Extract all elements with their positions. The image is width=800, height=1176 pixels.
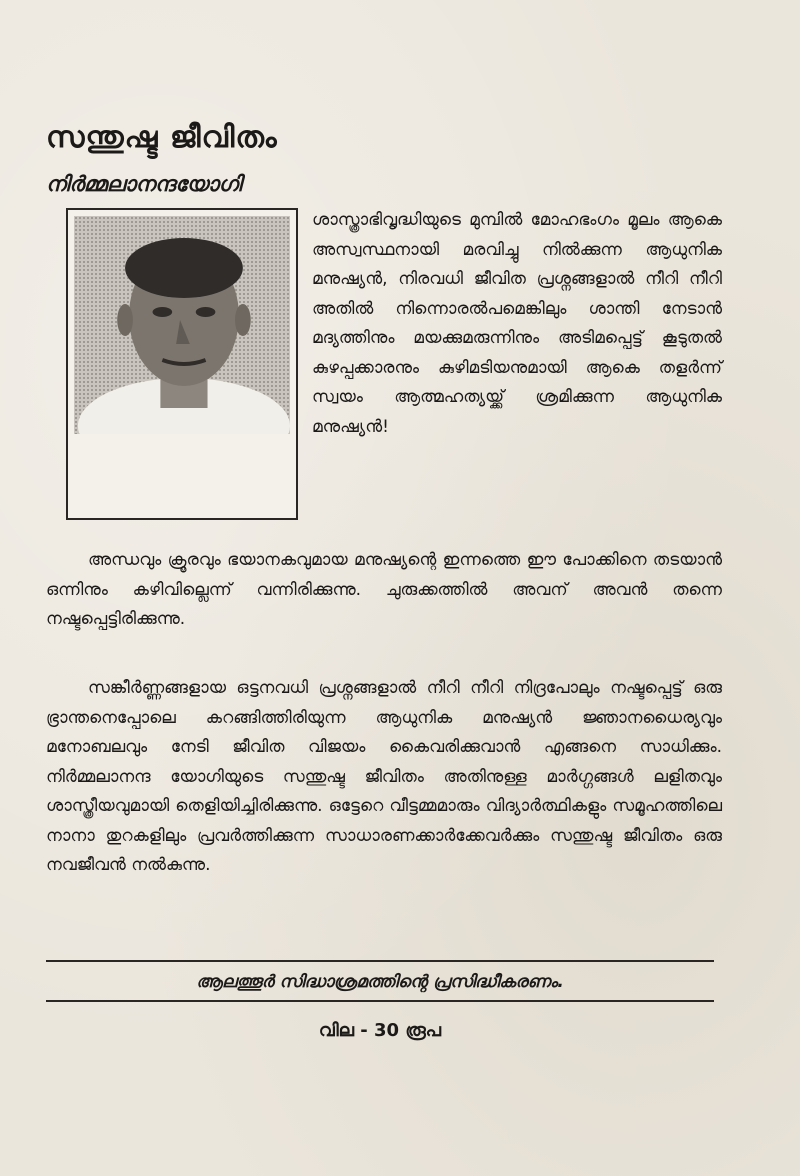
author-photo-frame bbox=[66, 208, 298, 520]
author-portrait-photo-icon bbox=[74, 216, 290, 434]
price-label: വില - 30 രൂപ bbox=[318, 1020, 442, 1041]
divider-top bbox=[46, 960, 714, 962]
author-name: നിർമ്മലാനന്ദയോഗി bbox=[46, 172, 242, 196]
divider-bottom bbox=[46, 1000, 714, 1002]
portrait-silhouette-icon bbox=[74, 216, 290, 434]
body-paragraph-2: സങ്കീർണ്ണങ്ങളായ ഒട്ടനവധി പ്രശ്നങ്ങളാൽ നീറി നീറി നിദ്രപോലും നഷ്ടപ്പെട്ട് ഒരു ഭ്രാന്തനെപ്പോലെ കറങ്ങിത്തിരിയുന്ന ആധുനിക മനുഷ്യൻ ജ്ഞാനധൈര്യവും മനോബലവും നേടി ജീവിത വിജയം കൈവരിക്കുവാൻ എങ്ങനെ സാധിക്കും. നിർമ്മലാനന്ദ യോഗിയുടെ സന്തുഷ്ട ജീവിതം അതിനുള്ള മാർഗ്ഗങ്ങൾ ലളിതവും ശാസ്ത്രീയവുമായി തെളിയിച്ചിരിക്കുന്നു. ഒട്ടേറെ വീട്ടമ്മമാരും വിദ്യാർത്ഥികളും സമൂഹത്തിലെ നാനാ തുറകളിലും പ്രവർത്തിക്കുന്ന സാധാരണക്കാർക്കേവർക്കും സന്തുഷ്ട ജീവിതം ഒരു നവജീവൻ നൽകുന്നു. bbox=[46, 678, 722, 875]
publisher-line: ആലത്തൂർ സിദ്ധാശ്രമത്തിന്റെ പ്രസിദ്ധീകരണം. bbox=[196, 972, 564, 992]
body-paragraph-1: അന്ധവും ക്രൂരവും ഭയാനകവുമായ മനുഷ്യന്റെ ഇന്നത്തെ ഈ പോക്കിനെ തടയാൻ ഒന്നിനും കഴിവില്ലെന്ന് വന്നിരിക്കുന്നു. ചുരുക്കത്തിൽ അവന് അവൻ തന്നെ നഷ്ടപ്പെട്ടിരിക്കുന്നു. bbox=[46, 550, 722, 629]
intro-paragraph: ശാസ്ത്രാഭിവൃദ്ധിയുടെ മുമ്പിൽ മോഹഭംഗം മൂലം ആകെ അസ്വസ്ഥനായി മരവിച്ചു നിൽക്കുന്ന ആധുനിക മനുഷ്യൻ, നിരവധി ജീവിത പ്രശ്നങ്ങളാൽ നീറി നീറി അതിൽ നിന്നൊരൽപമെങ്കിലും ശാന്തി നേടാൻ മദ്യത്തിനും മയക്കുമരുന്നിനും അടിമപ്പെട്ട് കൂടുതൽ കുഴപ്പക്കാരനും കുഴിമടിയനുമായി ആകെ തളർന്ന് സ്വയം ആത്മഹത്യയ്ക്ക് ശ്രമിക്കുന്ന ആധുനിക മനുഷ്യൻ! bbox=[312, 210, 722, 437]
book-title: സന്തുഷ്ട ജീവിതം bbox=[46, 120, 278, 155]
